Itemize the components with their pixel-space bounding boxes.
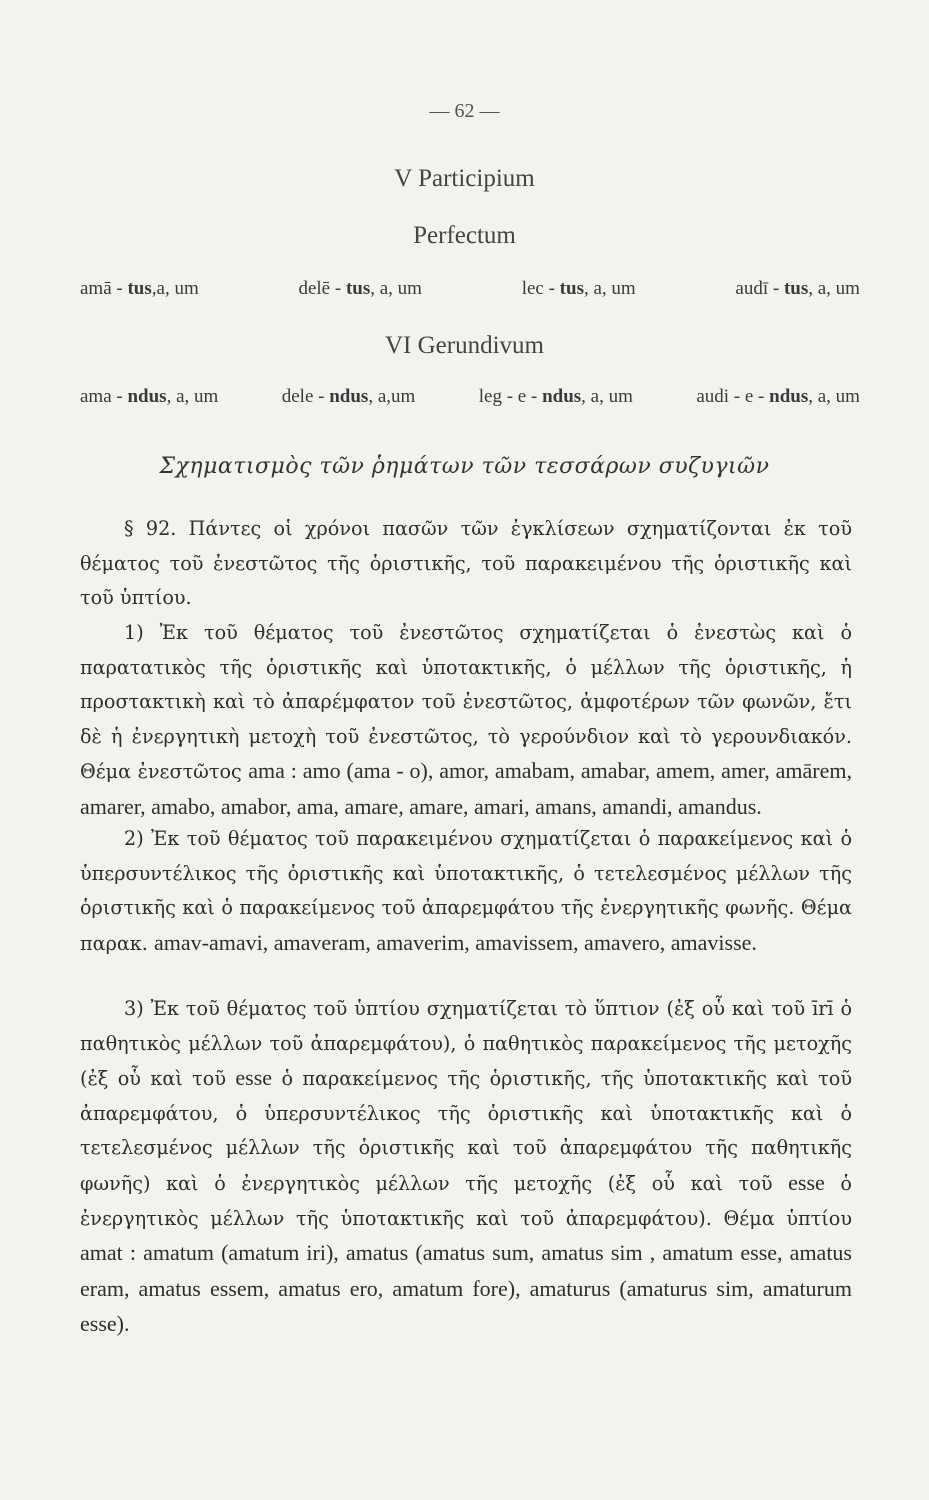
- page-number: — 62 —: [429, 100, 500, 122]
- form-item: lec - tus, a, um: [521, 278, 636, 299]
- gerundive-forms: [80, 386, 860, 408]
- form-item: delē - tus, a, um: [298, 278, 422, 299]
- perfect-participle-forms: [80, 278, 860, 300]
- form-item: audi - e - ndus, a, um: [696, 386, 860, 407]
- section-v-title: V Participium: [394, 165, 535, 192]
- section-v-subtitle: Perfectum: [413, 222, 516, 249]
- section-vi-title: VI Gerundivum: [385, 332, 544, 359]
- form-item: leg - e - ndus, a, um: [478, 386, 633, 407]
- paragraph-1: 1) Ἐκ τοῦ θέματος τοῦ ἐνεστῶτος σχηματίζεται ὁ ἐνεστὼς καὶ ὁ παρατατικὸς τῆς ὁριστικῆς καὶ ὑποτακτικῆς, ὁ μέλλων τῆς ὁριστικῆς, ἡ προστακτικὴ καὶ τὸ ἀπαρέμφατον τοῦ ἐνεστῶτος, ἀμφοτέρων τῶν φωνῶν, ἔτι δὲ ἡ ἐνεργητικὴ μετοχὴ τοῦ ἐνεστῶτος, τὸ γερούνδιον καὶ τὸ γερουνδιακόν. Θέμα ἐνεστῶτος ama : amo (ama - o), amor, amabam, amabar, amem, amer, amārem, amarer, amabo, amabor, ama, amare, amare, amari, amans, amandi, amandus.: [80, 621, 852, 819]
- paragraph-92: § 92. Πάντες οἱ χρόνοι πασῶν τῶν ἐγκλίσεων σχηματίζονται ἐκ τοῦ θέματος τοῦ ἐνεστῶτος τῆς ὁριστικῆς, τοῦ παρακειμένου τῆς ὁριστικῆς καὶ τοῦ ὑπτίου.: [80, 517, 852, 610]
- form-item: dele - ndus, a,um: [281, 386, 416, 407]
- form-item: ama - ndus, a, um: [80, 386, 219, 407]
- form-item: amā - tus,a, um: [80, 278, 199, 299]
- paragraph-2: 2) Ἐκ τοῦ θέματος τοῦ παρακειμένου σχηματίζεται ὁ παρακείμενος καὶ ὁ ὑπερσυντέλικος τῆς ὁριστικῆς καὶ ὑποτακτικῆς, ὁ τετελεσμένος μέλλων τῆς ὁριστικῆς καὶ ὁ παρακείμενος τοῦ ἀπαρεμφάτου τῆς ἐνεργητικῆς φωνῆς. Θέμα παρακ. amav-amavi, amaveram, amaverim, amavissem, amavero, amavisse.: [80, 827, 852, 955]
- paragraph-3: 3) Ἐκ τοῦ θέματος τοῦ ὑπτίου σχηματίζεται τὸ ὕπτιον (ἐξ οὗ καὶ τοῦ īrī ὁ παθητικὸς μέλλων τοῦ ἀπαρεμφάτου), ὁ παθητικὸς παρακείμενος τῆς μετοχῆς (ἐξ οὗ καὶ τοῦ esse ὁ παρακείμενος τῆς ὁριστικῆς, τῆς ὑποτακτικῆς καὶ τοῦ ἀπαρεμφάτου, ὁ ὑπερσυντέλικος τῆς ὁριστικῆς καὶ ὑποτακτικῆς καὶ ὁ τετελεσμένος μέλλων τῆς ὁριστικῆς καὶ τοῦ ἀπαρεμφάτου τῆς παθητικῆς φωνῆς) καὶ ὁ ἐνεργητικὸς μέλλων τῆς μετοχῆς (ἐξ οὗ καὶ τοῦ esse ὁ ἐνεργητικὸς μέλλων τῆς ὑποτακτικῆς καὶ τοῦ ἀπαρεμφάτου). Θέμα ὑπτίου amat : amatum (amatum iri), amatus (amatus sum, amatus sim , amatum esse, amatus eram, amatus essem, amatus ero, amatum fore), amaturus (amaturus sim, amaturum esse).: [80, 997, 852, 1337]
- form-item: audī - tus, a, um: [735, 278, 860, 299]
- greek-section-heading: Σχηματισμὸς τῶν ῥημάτων τῶν τεσσάρων συζυγιῶν: [159, 454, 770, 479]
